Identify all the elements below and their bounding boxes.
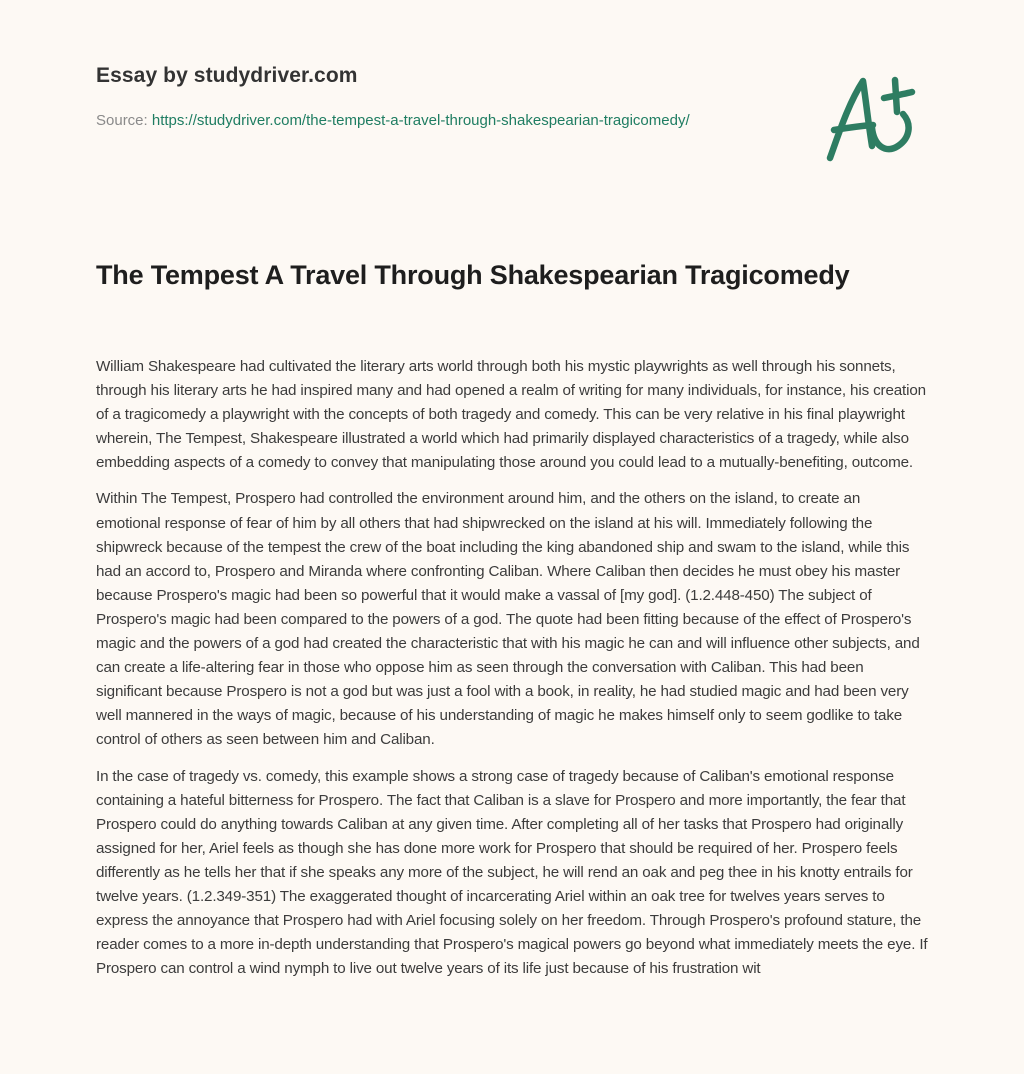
source-label: Source: <box>96 112 152 129</box>
article-paragraph: William Shakespeare had cultivated the literary arts world through both his mystic playwrights as well through his sonnets, through his literary arts he had inspired many and had opened a realm of writing for many individuals, for instance, his creation of a tragicomedy a playwright with the concepts of both tragedy and comedy. This can be very relative in his final playwright wherein, The Tempest, Shakespeare illustrated a world which had primarily displayed characteristics of a tragedy, while also embedding aspects of a comedy to convey that manipulating those around you could lead to a mutually-benefiting, outcome. <box>96 358 926 472</box>
site-title: Essay by studydriver.com <box>96 64 358 87</box>
article-body <box>96 355 928 993</box>
source-link[interactable]: https://studydriver.com/the-tempest-a-travel-through-shakespearian-tragicomedy/ <box>151 112 690 129</box>
page-header <box>96 60 716 133</box>
article-title: The Tempest A Travel Through Shakespearian Tragicomedy <box>96 260 850 290</box>
a-plus-grade-icon <box>820 66 930 166</box>
source-line <box>96 108 716 133</box>
article-paragraph: In the case of tragedy vs. comedy, this example shows a strong case of tragedy because of Caliban's emotional response containing a hateful bitterness for Prospero. The fact that Caliban is a slave for Prospero and more importantly, the fear that Prospero could do anything towards Caliban at any given time. After completing all of her tasks that Prospero had originally assigned for her, Ariel feels as though she has done more work for Prospero that should be required of her. Prospero feels differently as he tells her that if she speaks any more of the subject, he will rend an oak and peg thee in his knotty entrails for twelve years. (1.2.349-351) The exaggerated thought of incarcerating Ariel within an oak tree for twelves years serves to express the annoyance that Prospero had with Ariel focusing solely on her freedom. Through Prospero's profound stature, the reader comes to a more in-depth understanding that Prospero's magical powers go beyond what immediately meets the eye. If Prospero can control a wind nymph to live out twelve years of its life just because of his frustration wit <box>96 767 928 978</box>
article-paragraph: Within The Tempest, Prospero had controlled the environment around him, and the others on the island, to create an emotional response of fear of him by all others that had shipwrecked on the island at his will. Immediately following the shipwreck because of the tempest the crew of the boat including the king abandoned ship and swam to the island, while this had an accord to, Prospero and Miranda where confronting Caliban. Where Caliban then decides he must obey his master because Prospero's magic had been so powerful that it would make a vassal of [my god]. (1.2.448-450) The subject of Prospero's magic had been compared to the powers of a god. The quote had been fitting because of the effect of Prospero's magic and the powers of a god had created the characteristic that with his magic he can and will influence other subjects, and can create a life-altering fear in those who oppose him as seen through the conversation with Caliban. This had been significant because Prospero is not a god but was just a fool with a book, in reality, he had studied magic and had been very well mannered in the ways of magic, because of his understanding of magic he makes himself only to seem godlike to take control of others as seen between him and Caliban. <box>96 490 920 749</box>
